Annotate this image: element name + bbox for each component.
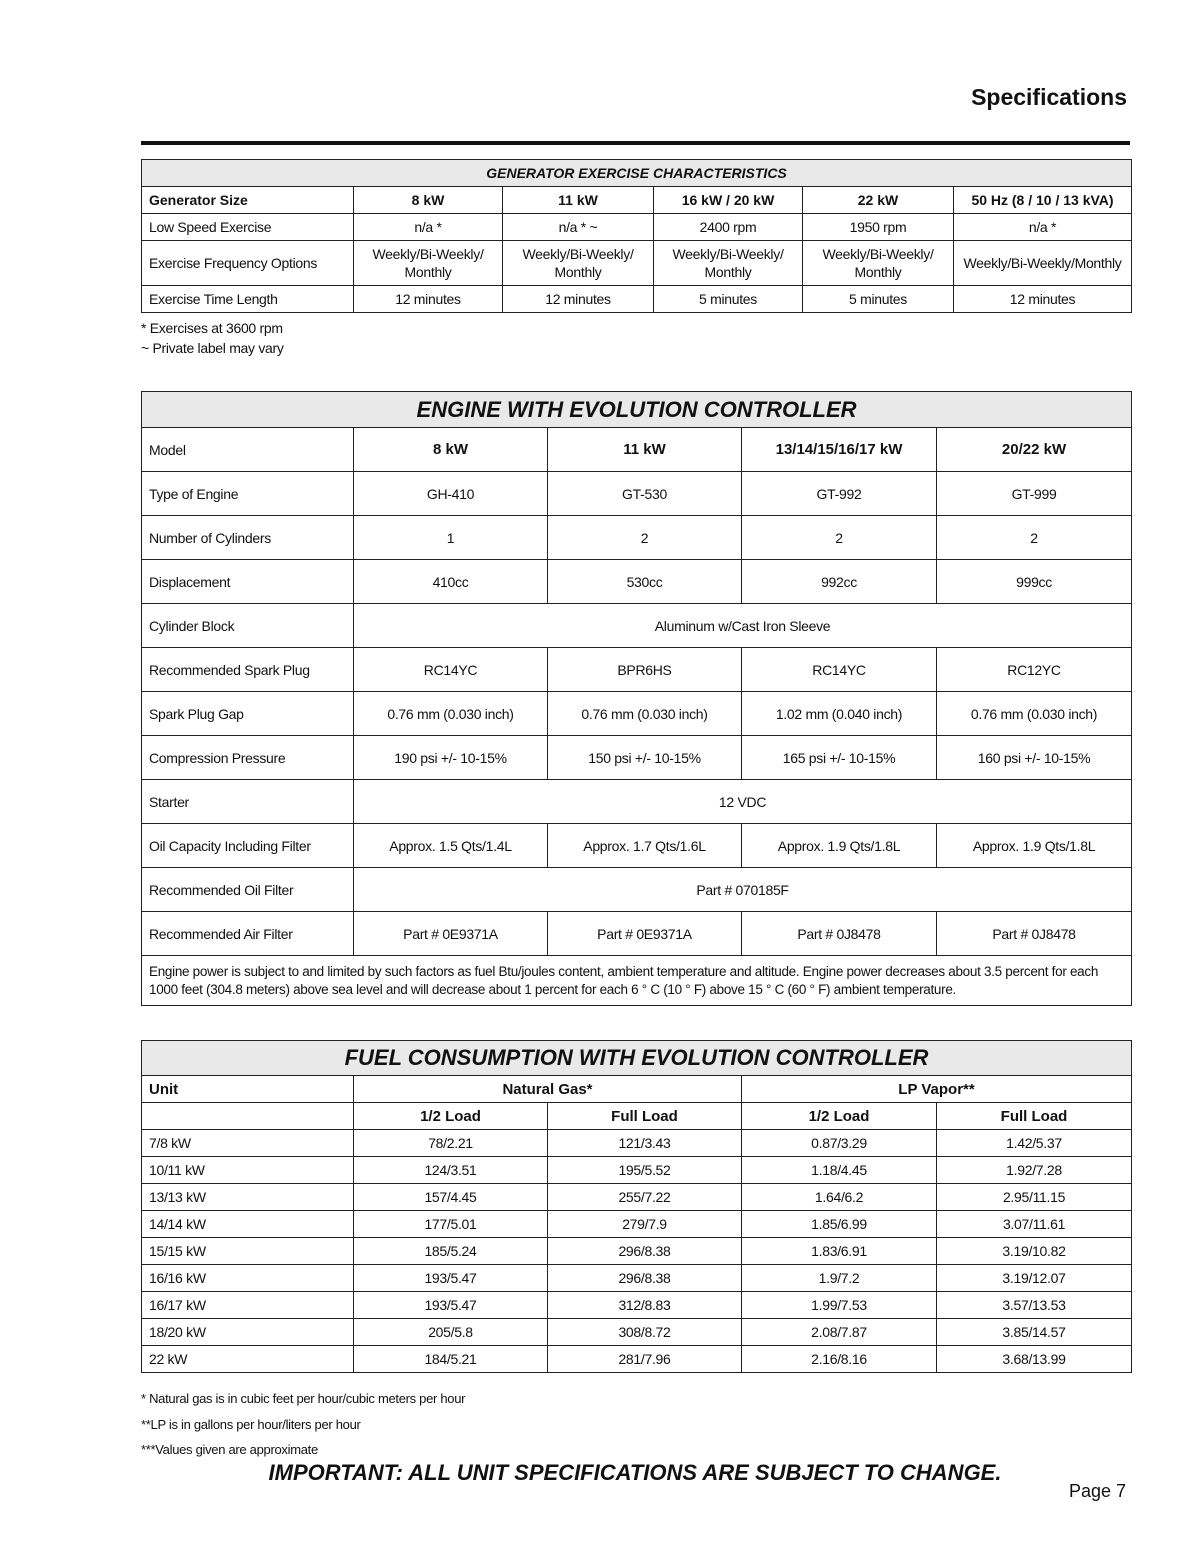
table-row <box>142 868 1132 912</box>
table-cell: 0.76 mm (0.030 inch) <box>937 692 1132 736</box>
header-cell: Full Load <box>548 1103 742 1130</box>
table-cell: 1.99/7.53 <box>742 1292 937 1319</box>
row-label: Recommended Air Filter <box>142 912 354 956</box>
table-cell: 2 <box>937 516 1132 560</box>
table-cell: 121/3.43 <box>548 1130 742 1157</box>
table-cell: RC14YC <box>742 648 937 692</box>
table-cell: 190 psi +/- 10-15% <box>354 736 548 780</box>
table-cell: 165 psi +/- 10-15% <box>742 736 937 780</box>
table-cell: n/a * ~ <box>503 214 654 241</box>
table-row <box>142 1265 1132 1292</box>
header-cell: Natural Gas* <box>354 1076 742 1103</box>
table-row <box>142 736 1132 780</box>
table-cell: 0.87/3.29 <box>742 1130 937 1157</box>
table-cell: 410cc <box>354 560 548 604</box>
page-number: Page 7 <box>1068 1481 1126 1501</box>
table-header-row <box>142 1076 1132 1103</box>
row-label: 7/8 kW <box>142 1130 354 1157</box>
header-cell: 11 kW <box>548 428 742 472</box>
header-cell: 11 kW <box>503 187 654 214</box>
row-label: 18/20 kW <box>142 1319 354 1346</box>
engine-table <box>141 391 1132 1006</box>
table-cell: GT-992 <box>742 472 937 516</box>
table-cell: 160 psi +/- 10-15% <box>937 736 1132 780</box>
table-row <box>142 1319 1132 1346</box>
table-row <box>142 824 1132 868</box>
table-row <box>142 1238 1132 1265</box>
table-row <box>142 516 1132 560</box>
table-cell: GT-999 <box>937 472 1132 516</box>
row-label: Low Speed Exercise <box>142 214 354 241</box>
table-cell: 1 <box>354 516 548 560</box>
table-cell: BPR6HS <box>548 648 742 692</box>
row-label: 22 kW <box>142 1346 354 1373</box>
table-cell: Weekly/Bi-Weekly/ Monthly <box>354 241 503 286</box>
row-label: Recommended Oil Filter <box>142 868 354 912</box>
table-cell: 281/7.96 <box>548 1346 742 1373</box>
row-label: 16/16 kW <box>142 1265 354 1292</box>
table-cell: 1.18/4.45 <box>742 1157 937 1184</box>
row-label: Oil Capacity Including Filter <box>142 824 354 868</box>
table-row <box>142 604 1132 648</box>
table-cell: 308/8.72 <box>548 1319 742 1346</box>
table-cell: 205/5.8 <box>354 1319 548 1346</box>
table-cell: 1.42/5.37 <box>937 1130 1132 1157</box>
table-row <box>142 780 1132 824</box>
row-label: 15/15 kW <box>142 1238 354 1265</box>
header-cell: Unit <box>142 1076 354 1103</box>
table-cell: 12 VDC <box>354 780 1132 824</box>
exercise-table <box>141 159 1132 313</box>
table-row <box>142 472 1132 516</box>
table-cell: 0.76 mm (0.030 inch) <box>548 692 742 736</box>
row-label: 16/17 kW <box>142 1292 354 1319</box>
table-row <box>142 241 1132 286</box>
table-row <box>142 648 1132 692</box>
table-cell: Approx. 1.9 Qts/1.8L <box>742 824 937 868</box>
table-cell: RC12YC <box>937 648 1132 692</box>
row-label: Exercise Time Length <box>142 286 354 313</box>
row-label: Starter <box>142 780 354 824</box>
table-cell: Weekly/Bi-Weekly/Monthly <box>954 241 1132 286</box>
footnote: * Natural gas is in cubic feet per hour/cubic meters per hour <box>141 1391 466 1406</box>
header-cell: 16 kW / 20 kW <box>654 187 803 214</box>
header-cell: Generator Size <box>142 187 354 214</box>
footnote: ~ Private label may vary <box>141 340 284 356</box>
table-cell: 1.9/7.2 <box>742 1265 937 1292</box>
header-cell: 1/2 Load <box>742 1103 937 1130</box>
table-cell: 5 minutes <box>654 286 803 313</box>
row-label: Type of Engine <box>142 472 354 516</box>
table-cell: 312/8.83 <box>548 1292 742 1319</box>
table-cell: 185/5.24 <box>354 1238 548 1265</box>
table-cell: Approx. 1.7 Qts/1.6L <box>548 824 742 868</box>
header-cell: 1/2 Load <box>354 1103 548 1130</box>
table-cell: 124/3.51 <box>354 1157 548 1184</box>
table-cell: 1.83/6.91 <box>742 1238 937 1265</box>
header-cell: 20/22 kW <box>937 428 1132 472</box>
table-subheader-row <box>142 1103 1132 1130</box>
header-cell: Full Load <box>937 1103 1132 1130</box>
table-cell: 195/5.52 <box>548 1157 742 1184</box>
table-cell: Part # 0J8478 <box>937 912 1132 956</box>
table-row <box>142 1130 1132 1157</box>
row-label: 10/11 kW <box>142 1157 354 1184</box>
table-row <box>142 1292 1132 1319</box>
table-cell: 1.64/6.2 <box>742 1184 937 1211</box>
header-cell: 50 Hz (8 / 10 / 13 kVA) <box>954 187 1132 214</box>
table-row <box>142 912 1132 956</box>
table-cell: 530cc <box>548 560 742 604</box>
table-cell: 279/7.9 <box>548 1211 742 1238</box>
table-cell: 12 minutes <box>503 286 654 313</box>
row-label: Number of Cylinders <box>142 516 354 560</box>
table-cell: 3.57/13.53 <box>937 1292 1132 1319</box>
table-cell: 193/5.47 <box>354 1265 548 1292</box>
table-cell: 157/4.45 <box>354 1184 548 1211</box>
header-cell: LP Vapor** <box>742 1076 1132 1103</box>
row-label: Spark Plug Gap <box>142 692 354 736</box>
footnote: * Exercises at 3600 rpm <box>141 320 283 336</box>
table-row <box>142 1157 1132 1184</box>
footnote: ***Values given are approximate <box>141 1442 318 1457</box>
table-cell: 2400 rpm <box>654 214 803 241</box>
exercise-title: GENERATOR EXERCISE CHARACTERISTICS <box>142 160 1132 187</box>
table-cell: 2 <box>548 516 742 560</box>
table-cell: 3.07/11.61 <box>937 1211 1132 1238</box>
table-cell: 0.76 mm (0.030 inch) <box>354 692 548 736</box>
header-cell: 22 kW <box>803 187 954 214</box>
page-title: Specifications <box>971 84 1127 110</box>
table-cell: 1950 rpm <box>803 214 954 241</box>
table-row <box>142 560 1132 604</box>
table-cell: 1.92/7.28 <box>937 1157 1132 1184</box>
fuel-footnotes <box>141 1386 465 1463</box>
table-cell: 177/5.01 <box>354 1211 548 1238</box>
table-cell: Weekly/Bi-Weekly/ Monthly <box>654 241 803 286</box>
table-cell: Approx. 1.5 Qts/1.4L <box>354 824 548 868</box>
table-cell: RC14YC <box>354 648 548 692</box>
table-cell: 12 minutes <box>354 286 503 313</box>
row-label: Compression Pressure <box>142 736 354 780</box>
row-label: Cylinder Block <box>142 604 354 648</box>
table-cell: 2.95/11.15 <box>937 1184 1132 1211</box>
table-cell: 78/2.21 <box>354 1130 548 1157</box>
table-cell: 12 minutes <box>954 286 1132 313</box>
table-cell: Approx. 1.9 Qts/1.8L <box>937 824 1132 868</box>
header-rule <box>141 141 1130 145</box>
table-cell: 2 <box>742 516 937 560</box>
table-cell: 193/5.47 <box>354 1292 548 1319</box>
table-cell: Part # 0E9371A <box>548 912 742 956</box>
header-cell: Model <box>142 428 354 472</box>
header-cell: 8 kW <box>354 187 503 214</box>
table-header-row <box>142 187 1132 214</box>
important-notice: IMPORTANT: ALL UNIT SPECIFICATIONS ARE SUBJECT TO CHANGE. <box>268 1460 1002 1485</box>
table-cell: 999cc <box>937 560 1132 604</box>
fuel-title: FUEL CONSUMPTION WITH EVOLUTION CONTROLLER <box>142 1041 1132 1076</box>
table-cell: 150 psi +/- 10-15% <box>548 736 742 780</box>
table-cell: 5 minutes <box>803 286 954 313</box>
row-label: Displacement <box>142 560 354 604</box>
table-cell: 3.68/13.99 <box>937 1346 1132 1373</box>
footnote: **LP is in gallons per hour/liters per hour <box>141 1416 361 1432</box>
header-cell: 8 kW <box>354 428 548 472</box>
table-cell: Weekly/Bi-Weekly/ Monthly <box>503 241 654 286</box>
header-cell: 13/14/15/16/17 kW <box>742 428 937 472</box>
header-cell <box>142 1103 354 1130</box>
table-row <box>142 214 1132 241</box>
table-cell: 3.19/10.82 <box>937 1238 1132 1265</box>
engine-power-note: Engine power is subject to and limited by such factors as fuel Btu/joules content, ambient temperature and altitude. Engine power decreases about 3.5 percent for each 1000 feet (304.8 meters) above sea level and will decrease about 1 percent for each 6 ° C (10 ° F) above 15 ° C (60 ° F) ambient temperature. <box>142 956 1132 1006</box>
table-row <box>142 286 1132 313</box>
table-cell: Part # 070185F <box>354 868 1132 912</box>
table-cell: Part # 0E9371A <box>354 912 548 956</box>
table-cell: 296/8.38 <box>548 1265 742 1292</box>
table-cell: 2.08/7.87 <box>742 1319 937 1346</box>
table-cell: 296/8.38 <box>548 1238 742 1265</box>
table-row <box>142 692 1132 736</box>
exercise-footnotes <box>141 318 284 358</box>
table-cell: 3.85/14.57 <box>937 1319 1132 1346</box>
table-cell: n/a * <box>354 214 503 241</box>
row-label: Recommended Spark Plug <box>142 648 354 692</box>
table-cell: 3.19/12.07 <box>937 1265 1132 1292</box>
table-cell: Weekly/Bi-Weekly/ Monthly <box>803 241 954 286</box>
table-header-row <box>142 428 1132 472</box>
table-row <box>142 1211 1132 1238</box>
row-label: Exercise Frequency Options <box>142 241 354 286</box>
table-cell: 255/7.22 <box>548 1184 742 1211</box>
fuel-table <box>141 1040 1132 1373</box>
table-row <box>142 1346 1132 1373</box>
row-label: 13/13 kW <box>142 1184 354 1211</box>
table-cell: Part # 0J8478 <box>742 912 937 956</box>
table-row <box>142 1184 1132 1211</box>
table-cell: GT-530 <box>548 472 742 516</box>
table-cell: 2.16/8.16 <box>742 1346 937 1373</box>
table-cell: n/a * <box>954 214 1132 241</box>
table-cell: 1.85/6.99 <box>742 1211 937 1238</box>
engine-title: ENGINE WITH EVOLUTION CONTROLLER <box>142 392 1132 428</box>
table-cell: 992cc <box>742 560 937 604</box>
table-cell: 1.02 mm (0.040 inch) <box>742 692 937 736</box>
table-cell: GH-410 <box>354 472 548 516</box>
table-cell: Aluminum w/Cast Iron Sleeve <box>354 604 1132 648</box>
table-cell: 184/5.21 <box>354 1346 548 1373</box>
row-label: 14/14 kW <box>142 1211 354 1238</box>
